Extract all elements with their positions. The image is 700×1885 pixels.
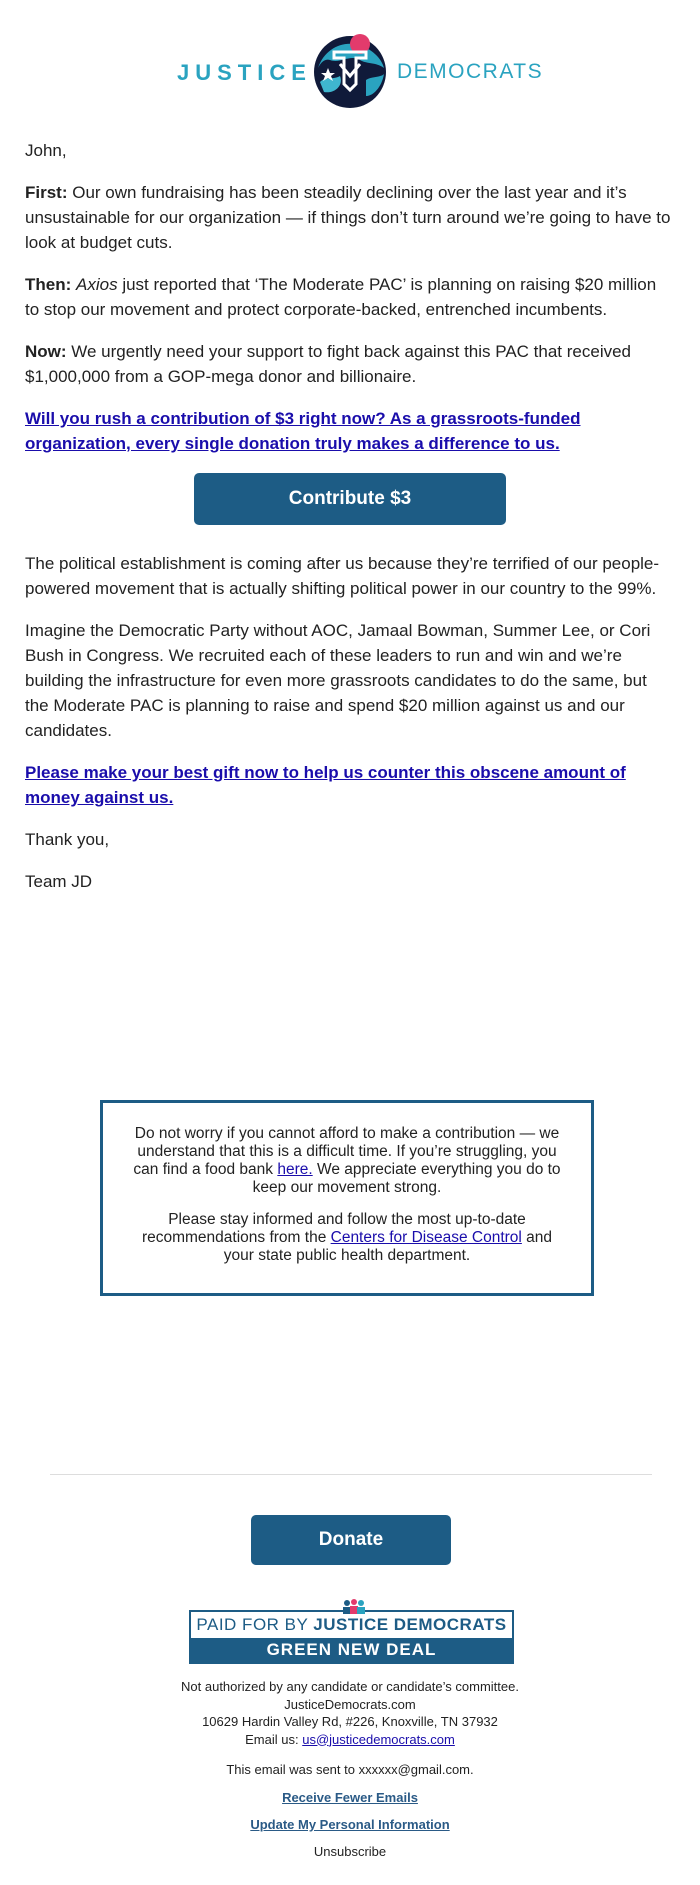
people-figures-icon xyxy=(341,1598,367,1614)
footer-email-link[interactable]: us@justicedemocrats.com xyxy=(302,1731,455,1747)
now-text: We urgently need your support to fight back against this PAC that received $1,000,000 from a GOP-mega donor and billionaire. xyxy=(25,342,632,386)
then-source: Axios xyxy=(76,275,118,294)
brand-wordmark-democrats: DEMOCRATS xyxy=(397,60,544,83)
footer-email-label: Email us: xyxy=(245,1731,303,1747)
paragraph-establishment: The political establishment is coming after us because they’re terrified of our people-powered movement that is actually shifting political power in our country to the 99%. xyxy=(25,554,660,598)
footer-address: 10629 Hardin Valley Rd, #226, Knoxville, TN 37932 xyxy=(202,1714,498,1729)
footer-authorization: Not authorized by any candidate or candidate’s committee. xyxy=(181,1679,519,1694)
paragraph-cta-1 xyxy=(25,406,675,456)
green-new-deal-banner: GREEN NEW DEAL xyxy=(191,1638,512,1662)
first-label: First: xyxy=(25,183,68,202)
paragraph-imagine: Imagine the Democratic Party without AOC, Jamaal Bowman, Summer Lee, or Cori Bush in Congress. We recruited each of these leaders to run and win and we’re building the infrastructure for even more grassroots candidates to do the same, but the Moderate PAC is planning to raise and spend $20 million against us and our candidates. xyxy=(25,621,651,740)
brand-wordmark-justice: JUSTICE xyxy=(177,60,312,85)
contribute-button[interactable]: Contribute $3 xyxy=(194,473,506,525)
sent-to-notice: This email was sent to xxxxxx@gmail.com. xyxy=(226,1762,474,1777)
contribute-link[interactable]: Will you rush a contribution of $3 right now? As a grassroots-funded organization, every single donation truly makes a difference to us. xyxy=(25,409,581,453)
unsubscribe-link[interactable]: Unsubscribe xyxy=(313,1844,387,1859)
justice-democrats-logo-icon xyxy=(310,30,390,110)
donate-button[interactable]: Donate xyxy=(251,1515,451,1565)
paid-for-prefix: PAID FOR BY xyxy=(196,1615,314,1634)
paragraph-then xyxy=(25,272,675,322)
paid-for-badge xyxy=(189,1610,514,1664)
best-gift-link[interactable]: Please make your best gift now to help us counter this obscene amount of money against us. xyxy=(25,763,626,807)
greeting: John, xyxy=(25,141,67,160)
closing: Thank you, xyxy=(25,830,110,849)
email-header xyxy=(0,24,700,124)
receive-fewer-emails-link[interactable]: Receive Fewer Emails xyxy=(282,1790,418,1805)
first-text: Our own fundraising has been steadily declining over the last year and it’s unsustainable for our organization — if things don’t turn around we’re going to have to look at budget cuts. xyxy=(25,183,671,252)
hardship-notice-box xyxy=(100,1100,594,1296)
cdc-link[interactable]: Centers for Disease Control xyxy=(330,1229,522,1246)
notice-p1-before: Do not worry if you cannot afford to make a contribution — we understand that this is a difficult time. If you’re struggling, you can find a food bank xyxy=(133,1125,560,1178)
contribute-button-row xyxy=(25,473,675,525)
paid-for-line xyxy=(191,1612,512,1638)
then-label: Then: xyxy=(25,275,72,294)
notice-paragraph-2 xyxy=(129,1211,565,1265)
paid-for-org: JUSTICE DEMOCRATS xyxy=(313,1615,507,1634)
footer-email-line xyxy=(0,1731,700,1749)
footer-divider xyxy=(50,1474,652,1475)
footer-disclaimer xyxy=(0,1678,700,1748)
then-text: just reported that ‘The Moderate PAC’ is planning on raising $20 million to stop our movement and protect corporate-backed, entrenched incumbents. xyxy=(25,275,657,319)
now-label: Now: xyxy=(25,342,67,361)
email-body xyxy=(25,138,675,911)
notice-p2-after: and your state public health department. xyxy=(223,1229,553,1264)
paragraph-now xyxy=(25,339,675,389)
footer-links xyxy=(0,1762,700,1859)
notice-paragraph-1 xyxy=(129,1125,565,1197)
update-personal-info-link[interactable]: Update My Personal Information xyxy=(250,1817,450,1832)
paragraph-cta-2 xyxy=(25,760,675,810)
signature: Team JD xyxy=(25,872,93,891)
notice-p2-before: Please stay informed and follow the most up-to-date recommendations from the xyxy=(141,1211,526,1246)
footer-website: JusticeDemocrats.com xyxy=(284,1696,416,1712)
notice-p1-after: We appreciate everything you do to keep our movement strong. xyxy=(252,1161,561,1196)
food-bank-link[interactable]: here. xyxy=(277,1161,313,1178)
paragraph-first xyxy=(25,180,675,255)
